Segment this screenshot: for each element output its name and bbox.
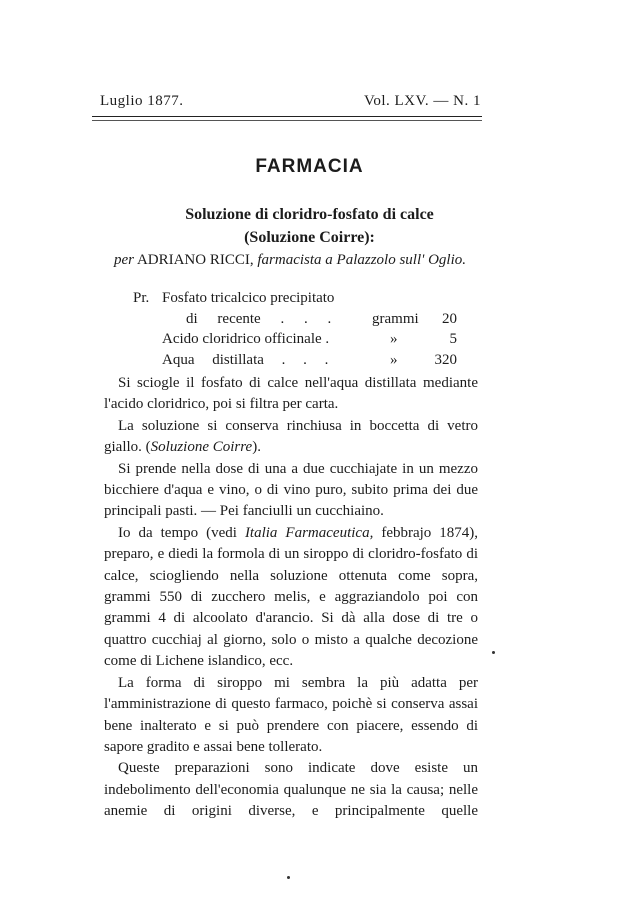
header-rule-thick xyxy=(92,116,482,117)
recipe-item-1-line2: di recente . . . xyxy=(186,311,332,327)
recipe-item-2-unit: » xyxy=(390,331,398,347)
paragraph-2: La soluzione si conserva rinchiusa in boccetta di vetro giallo. (Soluzione Coirre). xyxy=(104,417,478,456)
recipe-item-3-amount: 320 xyxy=(434,352,457,368)
paragraph-6: Queste preparazioni sono indicate dove esiste un indebolimento dell'economia qualunque ne sia la causa; nelle anemie di origini diverse, e principalmente quelle xyxy=(104,760,478,820)
author-affiliation: farmacista a Palazzolo sull' Oglio. xyxy=(257,252,466,268)
section-title: FARMACIA xyxy=(255,156,364,177)
paragraph-4-post: febbrajo 1874), preparo, e diedi la formola di un siroppo di cloridro-fosfato di calce, sciogliendo nella soluzione ottenuta come sopra, grammi 550 di zucchero melis, e aggraziandolo poi con grammi 4 di alcoolato d'arancio. Si dà alla dose di tre o quattro cucchiaj al giorno, solo o misto a qualche decozione come di Lichene islandico, ecc. xyxy=(104,524,479,670)
issue-date: Luglio 1877. xyxy=(100,93,184,109)
journal-name: Italia Farmaceutica, xyxy=(244,524,374,541)
recipe-item-2-name: Acido cloridrico officinale . xyxy=(162,331,330,347)
recipe-item-1-unit: grammi xyxy=(372,311,419,327)
recipe-item-3-unit: » xyxy=(390,352,398,368)
recipe-item-1-line1: Fosfato tricalcico precipitato xyxy=(162,290,335,306)
recipe-item-1-amount: 20 xyxy=(442,311,457,327)
article-byline xyxy=(100,252,480,269)
paragraph-2-note: Soluzione Coirre xyxy=(150,439,253,456)
paragraph-4-pre: Io da tempo (vedi xyxy=(118,524,237,541)
author-name: ADRIANO RICCI, xyxy=(136,252,254,268)
volume-number: Vol. LXV. — N. 1 xyxy=(363,93,481,109)
paragraph-1: Si sciogle il fosfato di calce nell'aqua distillata mediante l'acido cloridrico, poi si filtra per carta. xyxy=(104,375,478,413)
recipe-prefix: Pr. xyxy=(133,290,150,306)
article-subtitle: (Soluzione Coirre): xyxy=(244,229,375,246)
byline-prefix: per xyxy=(114,252,134,268)
running-header xyxy=(100,93,481,113)
margin-speck xyxy=(492,651,495,654)
recipe-item-2-amount: 5 xyxy=(449,331,457,347)
recipe-item-3-name: Aqua distillata . . . xyxy=(162,352,329,368)
paragraph-5: La forma di siroppo mi sembra la più adatta per l'amministrazione di questo farmaco, poichè si conserva assai bene inalterato e si può prendere con piacere, essendo di sapore gradito e assai bene tollerato. xyxy=(104,674,478,755)
bottom-speck xyxy=(287,876,290,879)
article-body xyxy=(104,373,478,823)
paragraph-4 xyxy=(104,523,478,673)
paragraph-3: Si prende nella dose di una a due cucchiajate in un mezzo bicchiere d'aqua e vino, o di vino puro, subito prima dei due principali pasti. — Pei fanciulli un cucchiaino. xyxy=(104,460,478,520)
header-rule-thin xyxy=(92,120,482,121)
paragraph-2-text: La soluzione si conserva rinchiusa in boccetta di vetro giallo. xyxy=(104,417,478,456)
article-title: Soluzione di cloridro-fosfato di calce xyxy=(185,206,434,223)
